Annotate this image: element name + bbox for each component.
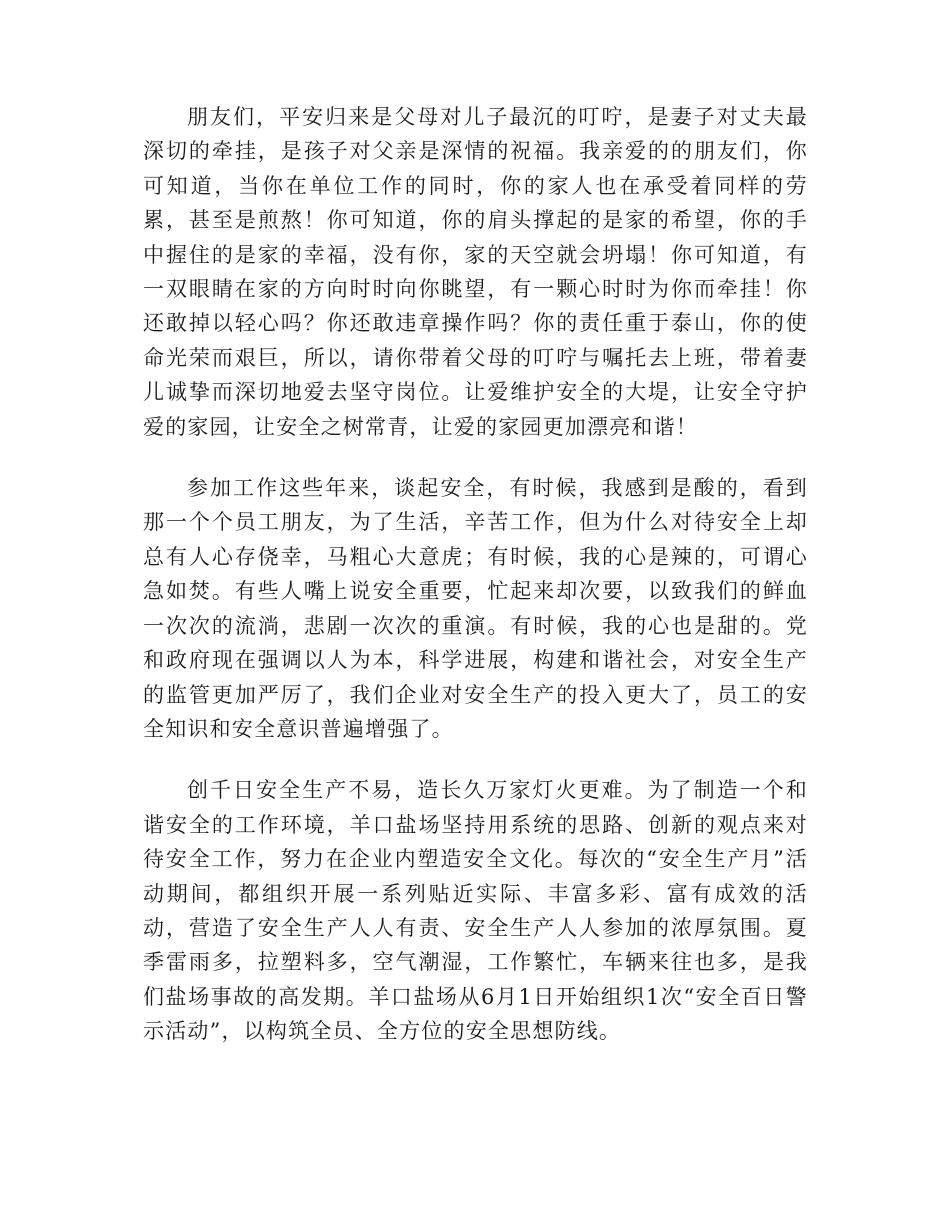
document-body — [143, 100, 808, 1049]
paragraph-family-safety: 朋友们，平安归来是父母对儿子最沉的叮咛，是妻子对丈夫最深切的牵挂，是孩子对父亲是深情的祝福。我亲爱的的朋友们，你可知道，当你在单位工作的同时，你的家人也在承受着同样的劳累，甚至是煎熬！你可知道，你的肩头撑起的是家的希望，你的手中握住的是家的幸福，没有你，家的天空就会坍塌！你可知道，有一双眼睛在家的方向时时向你眺望，有一颗心时时为你而牵挂！你还敢掉以轻心吗？你还敢违章操作吗？你的责任重于泰山，你的使命光荣而艰巨，所以，请你带着父母的叮咛与嘱托去上班，带着妻儿诚挚而深切地爱去坚守岗位。让爱维护安全的大堤，让安全守护爱的家园，让安全之树常青，让爱的家园更加漂亮和谐！ — [143, 105, 808, 439]
paragraph-work-experience: 参加工作这些年来，谈起安全，有时候，我感到是酸的，看到那一个个员工朋友，为了生活，辛苦工作，但为什么对待安全上却总有人心存侥幸，马粗心大意虎；有时候，我的心是辣的，可谓心急如焚。有些人嘴上说安全重要，忙起来却次要，以致我们的鲜血一次次的流淌，悲剧一次次的重演。有时候，我的心也是甜的。党和政府现在强调以人为本，科学进展，构建和谐社会，对安全生产的监管更加严厉了，我们企业对安全生产的投入更大了，员工的安全知识和安全意识普遍增强了。 — [143, 476, 808, 741]
paragraph-safety-campaign: 创千日安全生产不易，造长久万家灯火更难。为了制造一个和谐安全的工作环境，羊口盐场坚持用系统的思路、创新的观点来对待安全工作，努力在企业内塑造安全文化。每次的“安全生产月”活动期间，都组织开展一系列贴近实际、丰富多彩、富有成效的活动，营造了安全生产人人有责、安全生产人人参加的浓厚氛围。夏季雷雨多，拉塑料多，空气潮湿，工作繁忙，车辆来往也多，是我们盐场事故的高发期。羊口盐场从6月1日开始组织1次“安全百日警示活动”，以构筑全员、全方位的安全思想防线。 — [143, 778, 808, 1044]
